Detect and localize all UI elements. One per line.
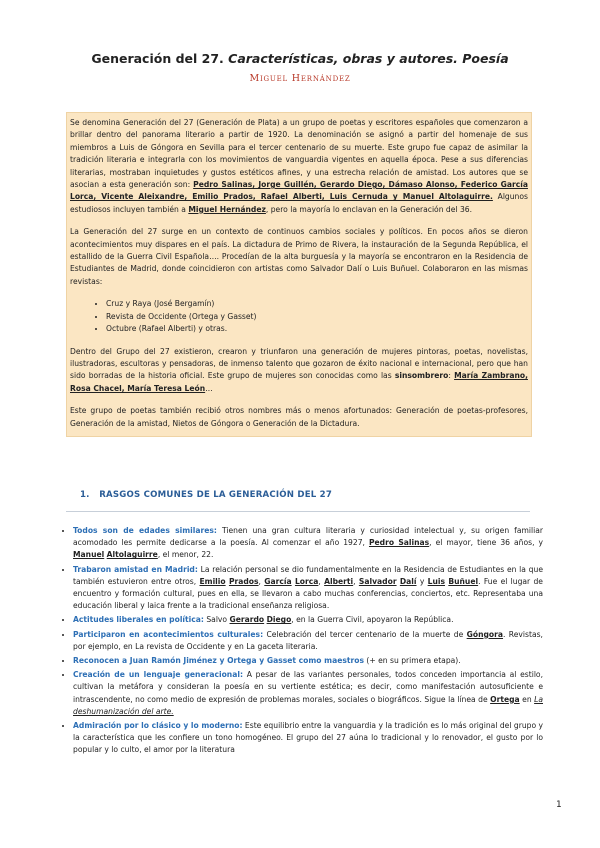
- intro-text: Dentro del Grupo del 27 existieron, crearon y triunfaron una generación de mujeres pintoras, poetas, novelistas, ilustradoras, escultoras y pensadoras, de inmenso talento que gozaron de éxito nacional e internacional, pero que han sido borradas de la historia oficial. Este grupo de mujeres son conocidas como las: [70, 346, 528, 381]
- intro-text: Algunos estudiosos incluyen también a: [70, 192, 528, 214]
- section-number: 1.: [80, 490, 90, 500]
- name-bunuel: Buñuel: [448, 576, 479, 586]
- sinsombrero-term: sinsombrero: [394, 371, 449, 381]
- name-emilio: Emilio: [199, 576, 226, 586]
- name-gerardo: Gerardo: [229, 615, 265, 625]
- trait-item-politics: [73, 614, 543, 626]
- section-heading: [80, 490, 332, 500]
- intro-paragraph-3: [70, 346, 528, 396]
- trait-text: ,: [258, 576, 265, 586]
- trait-item-classic-modern: [73, 720, 543, 757]
- title-italic: Características, obras y autores. Poesía: [228, 51, 509, 66]
- name-dali: Dalí: [399, 576, 417, 586]
- title-plain: Generación del 27.: [91, 51, 224, 66]
- magazines-list: [70, 298, 528, 335]
- trait-lead: Reconocen a Juan Ramón Jiménez y Ortega y Gasset como maestros: [73, 656, 364, 666]
- trait-text: Tienen una gran cultura literaria y curiosidad intelectual y, su origen familiar acomodado les permite dedicarse a la poesía. Al comenzar el año 1927,: [73, 526, 543, 548]
- name-gongora: Góngora: [466, 629, 504, 639]
- trait-text: en: [519, 694, 535, 704]
- intro-text: Se denomina Generación del 27 (Generación de Plata) a un grupo de poetas y escritores españoles que comenzaron a brillar dentro del panorama literario a partir de 1920. La denominación se asignó a partir del homenaje de sus miembros a Luis de Góngora en Sevilla para el tercer centenario de su muerte. Este grupo fue capaz de asimilar la tradición literaria e integrarla con los movimientos de vanguardia vigentes en aquella época. Pese a sus diferencias literarias, mostraban inquietudes y gustos estéticos afines, y una estrecha relación de amistad. Los autores que se asocian a esta generación son:: [70, 118, 528, 190]
- name-garcia: García: [264, 576, 292, 586]
- trait-item-cultural-events: [73, 629, 543, 653]
- magazine-item: • Revista de Occidente (Ortega y Gasset): [106, 311, 528, 323]
- trait-lead: Trabaron amistad en Madrid:: [73, 564, 198, 574]
- trait-text: , el menor, 22.: [157, 550, 214, 560]
- author-byline: Miguel Hernández: [249, 73, 351, 84]
- magazine-item: • Cruz y Raya (José Bergamín): [106, 298, 528, 310]
- trait-item-ages: [73, 525, 543, 562]
- trait-lead: Participaron en acontecimientos culturales:: [73, 629, 264, 639]
- trait-text: (+ en su primera etapa).: [363, 656, 461, 666]
- hernandez-name: Miguel Hernández: [188, 204, 266, 214]
- trait-lead: Todos son de edades similares:: [73, 526, 217, 535]
- intro-text: :: [448, 371, 455, 381]
- name-ortega: Ortega: [490, 694, 520, 704]
- trait-text: ,: [318, 576, 325, 586]
- name-manuel: Manuel: [73, 550, 105, 560]
- document-title: [0, 51, 600, 67]
- trait-text: Salvo: [203, 615, 230, 625]
- name-prados: Prados: [228, 576, 259, 586]
- trait-item-masters: [73, 655, 543, 667]
- trait-text: , en la Guerra Civil, apoyaron la República.: [291, 615, 454, 625]
- intro-paragraph-4: Este grupo de poetas también recibió otros nombres más o menos afortunados: Generación de poetas-profesores, Generación de la amistad, Nietos de Góngora o Generación de la Dictadura.: [70, 406, 528, 428]
- trait-lead: Admiración por lo clásico y lo moderno:: [73, 721, 243, 731]
- section-divider: [66, 511, 530, 512]
- intro-text: , pero la mayoría lo enclavan en la Generación del 36.: [265, 204, 473, 214]
- name-salvador: Salvador: [358, 576, 397, 586]
- trait-text: Este equilibrio entre la vanguardia y la tradición es lo más original del grupo y la característica que les confiere un tono homogéneo. El grupo del 27 aúna lo tradicional y lo renovador, el gusto por lo popular y lo culto, el amor por la literatura: [73, 721, 544, 755]
- intro-paragraph-1: [70, 117, 528, 216]
- trait-text: . Revistas, por ejemplo, en La revista de Occidente y en La gaceta literaria.: [73, 629, 543, 651]
- trait-text: ,: [353, 576, 359, 586]
- intro-text: …: [205, 383, 213, 393]
- trait-lead: Actitudes liberales en política:: [73, 615, 204, 625]
- book-title: La deshumanización del arte.: [73, 694, 543, 716]
- name-alberti: Alberti: [324, 576, 354, 586]
- name-salinas: Pedro Salinas: [368, 538, 430, 548]
- trait-item-friendship: [73, 564, 543, 613]
- name-diego: Diego: [266, 615, 292, 625]
- name-lorca: Lorca: [294, 576, 319, 586]
- trait-text: A pesar de las variantes personales, todos conceden importancia al estilo, cultivan la metáfora y consideran la poesía en su vertiente estética; es decir, como manifestación autosuficiente e intrascendente, no como medio de expresión de problemas morales, sociales o biográficos. Sigue la línea de: [73, 670, 543, 704]
- trait-lead: Creación de un lenguaje generacional:: [73, 670, 243, 680]
- name-luis: Luis: [427, 576, 446, 586]
- name-altolaguirre: Altolaguirre: [106, 550, 158, 560]
- trait-text: Celebración del tercer centenario de la muerte de: [263, 629, 467, 639]
- trait-item-language: [73, 669, 543, 718]
- traits-list: [58, 525, 543, 759]
- page-number: 1: [556, 800, 562, 810]
- authors-list: Pedro Salinas, Jorge Guillén, Gerardo Diego, Dámaso Alonso, Federico García Lorca, Vicente Aleixandre, Emilio Prados, Rafael Alberti, Luis Cernuda y Manuel Altolaguirre.: [70, 180, 528, 202]
- trait-text: y: [416, 576, 428, 586]
- trait-text: La relación personal se dio fundamentalmente en la Residencia de Estudiantes en la que también estuvieron entre otros,: [73, 564, 543, 586]
- section-title: RASGOS COMUNES DE LA GENERACIÓN DEL 27: [99, 490, 333, 500]
- magazine-item: • Octubre (Rafael Alberti) y otras.: [106, 323, 528, 335]
- trait-text: , el mayor, tiene 36 años, y: [429, 538, 543, 548]
- intro-box: [66, 112, 532, 437]
- intro-paragraph-2: La Generación del 27 surge en un contexto de continuos cambios sociales y políticos. En pocos años se dieron acontecimientos muy dispares en el país. La dictadura de Primo de Rivera, la instauración de la Segunda República, el estallido de la Guerra Civil Española…. Procedían de la alta burguesía y la mayoría se encontraron en la Residencia de Estudiantes de Madrid, donde coincidieron con artistas como Salvador Dalí o Luis Buñuel. Colaboraron en las mismas revistas:: [70, 227, 528, 286]
- women-list: María Zambrano, Rosa Chacel, María Teresa León: [70, 371, 528, 393]
- trait-text: . Fue el lugar de encuentro y formación cultural, pues en ella, se llevaron a cabo muchas conferencias, conciertos, etc. Representaba una educación liberal y laica frente a la tradicional enseñanza religiosa.: [73, 576, 543, 611]
